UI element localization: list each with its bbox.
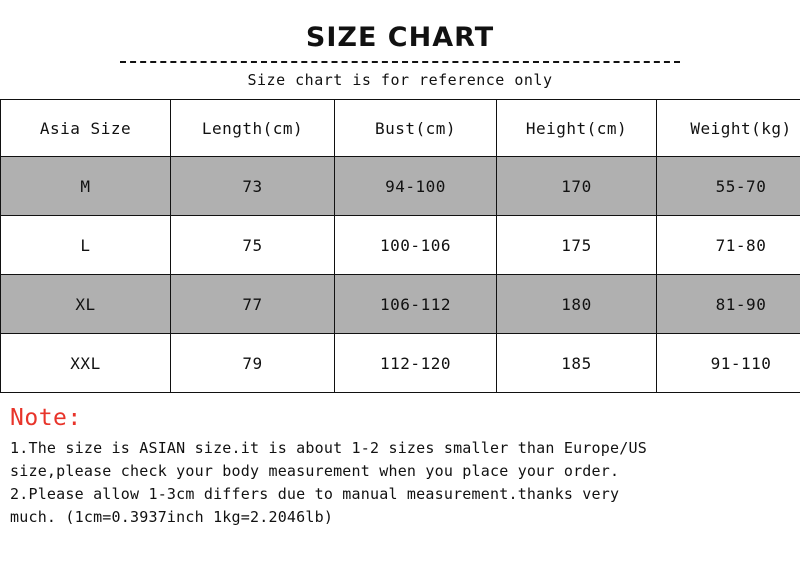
cell-bust: 106-112 <box>335 275 497 334</box>
table-header-row <box>1 100 800 157</box>
cell-bust: 100-106 <box>335 216 497 275</box>
size-chart-table <box>0 99 800 393</box>
cell-length: 79 <box>171 334 335 393</box>
cell-weight: 71-80 <box>657 216 800 275</box>
cell-height: 175 <box>497 216 657 275</box>
cell-size: M <box>1 157 171 216</box>
column-header-bust: Bust(cm) <box>335 100 497 157</box>
cell-size: XL <box>1 275 171 334</box>
cell-length: 75 <box>171 216 335 275</box>
page-title: SIZE CHART <box>0 22 800 53</box>
column-header-weight: Weight(kg) <box>657 100 800 157</box>
cell-weight: 91-110 <box>657 334 800 393</box>
table-row <box>1 216 800 275</box>
dashed-divider <box>120 61 680 63</box>
cell-height: 185 <box>497 334 657 393</box>
cell-size: L <box>1 216 171 275</box>
note-heading: Note: <box>10 405 794 431</box>
cell-bust: 94-100 <box>335 157 497 216</box>
cell-height: 180 <box>497 275 657 334</box>
note-line-2: size,please check your body measurement when you place your order. <box>10 460 794 483</box>
note-line-1: 1.The size is ASIAN size.it is about 1-2 sizes smaller than Europe/US <box>10 437 794 460</box>
cell-weight: 81-90 <box>657 275 800 334</box>
subtitle: Size chart is for reference only <box>0 71 800 89</box>
cell-size: XXL <box>1 334 171 393</box>
table-row <box>1 334 800 393</box>
column-header-height: Height(cm) <box>497 100 657 157</box>
size-chart-page <box>0 22 800 566</box>
table-row <box>1 275 800 334</box>
cell-length: 73 <box>171 157 335 216</box>
cell-weight: 55-70 <box>657 157 800 216</box>
cell-height: 170 <box>497 157 657 216</box>
note-line-4: much. (1cm=0.3937inch 1kg=2.2046lb) <box>10 506 794 529</box>
column-header-asia-size: Asia Size <box>1 100 171 157</box>
cell-bust: 112-120 <box>335 334 497 393</box>
note-block <box>0 393 800 529</box>
column-header-length: Length(cm) <box>171 100 335 157</box>
table-row <box>1 157 800 216</box>
note-line-3: 2.Please allow 1-3cm differs due to manual measurement.thanks very <box>10 483 794 506</box>
cell-length: 77 <box>171 275 335 334</box>
